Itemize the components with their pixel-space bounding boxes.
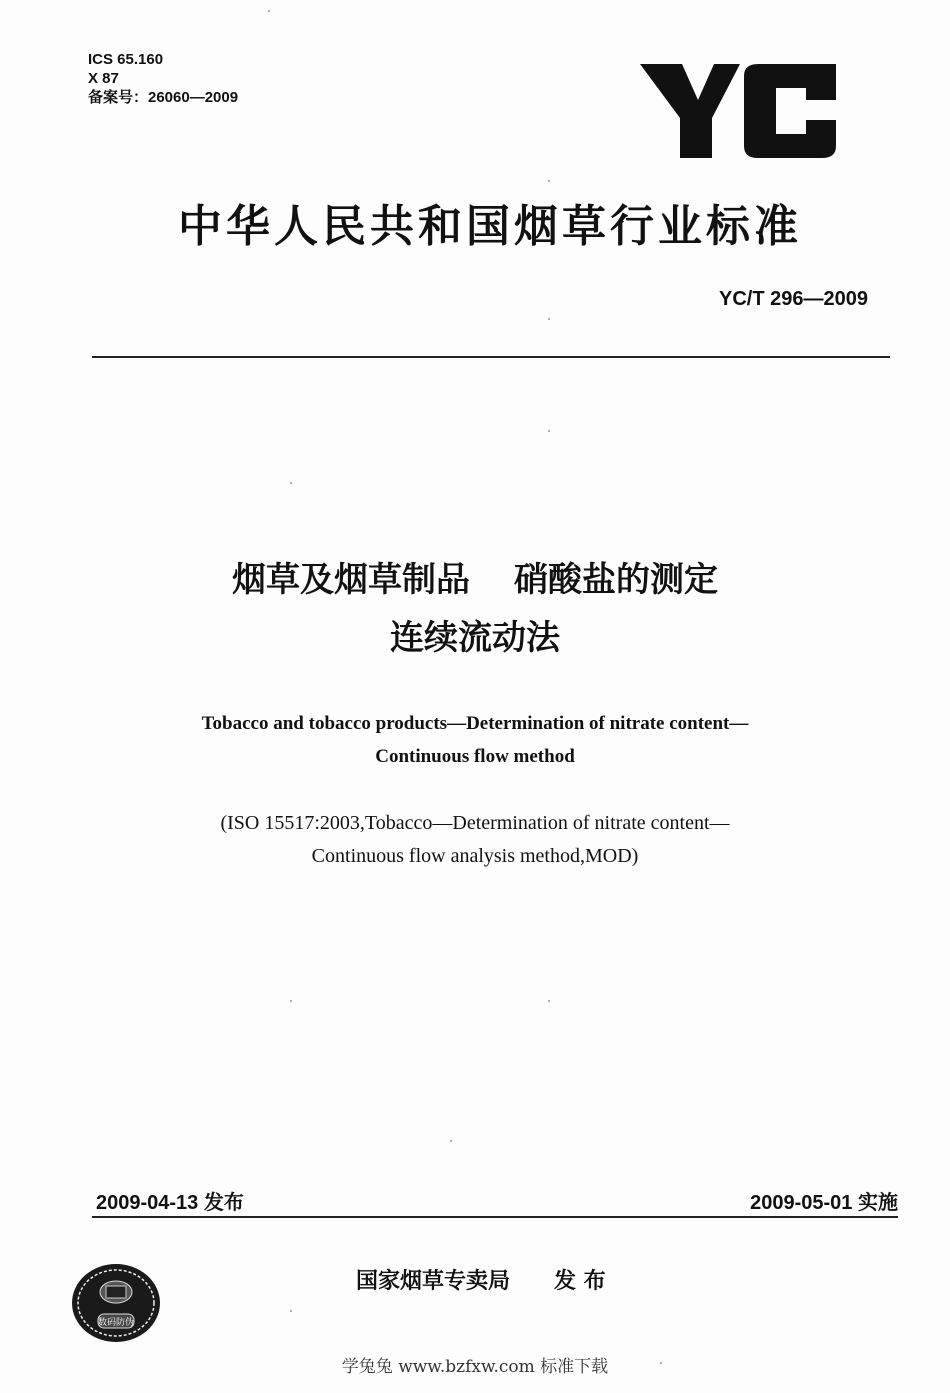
issuer-action: 发 布 — [554, 1269, 606, 1294]
cn-title-line2: 连续流动法 — [390, 618, 560, 658]
footer-watermark: 学兔兔 www.bzfxw.com 标准下载 — [341, 1357, 609, 1377]
iso-reference-line2: Continuous flow analysis method,MOD) — [311, 845, 639, 867]
en-title-line1: Tobacco and tobacco products—Determination of nitrate content— — [201, 713, 749, 734]
header-divider — [92, 356, 890, 358]
yc-logo — [640, 58, 840, 168]
standard-title: 中华人民共和国烟草行业标准 — [178, 201, 802, 252]
issuer-name: 国家烟草专卖局 — [356, 1269, 511, 1294]
filing-number: 备案号：26060—2009 — [88, 89, 239, 106]
classification-block — [88, 50, 238, 107]
footer-divider — [92, 1216, 898, 1218]
issue-date: 2009-04-13 发布 — [96, 1192, 244, 1214]
cn-title-part1: 烟草及烟草制品 — [232, 560, 470, 600]
cn-title-part2: 硝酸盐的测定 — [514, 560, 718, 600]
cn-title-line1 — [0, 552, 950, 601]
svg-text:数码防伪: 数码防伪 — [97, 1318, 135, 1328]
iso-reference-line1: (ISO 15517:2003,Tobacco—Determination of nitrate content— — [220, 812, 730, 834]
issuing-authority — [356, 1264, 606, 1295]
standard-number: YC/T 296—2009 — [719, 288, 868, 310]
anti-counterfeit-seal-icon — [70, 1262, 162, 1344]
ics-code: ICS 65.160 — [88, 51, 164, 68]
classification-code: X 87 — [88, 70, 119, 87]
en-title-line2: Continuous flow method — [375, 746, 575, 767]
effective-date: 2009-05-01 实施 — [750, 1192, 898, 1214]
